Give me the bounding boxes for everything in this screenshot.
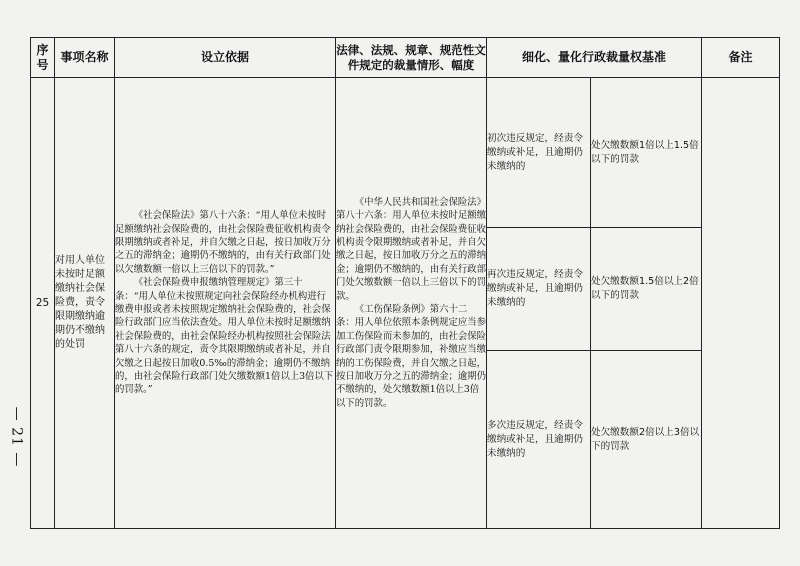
basis-paragraph: 《社会保险法》第八十六条：“用人单位未按时足额缴纳社会保险费的，由社会保险费征收机构责令限期缴纳或者补足，并自欠缴之日起，按日加收万分之五的滞纳金；逾期仍不缴纳的，由有关行政部门处以欠缴数额一倍以上三倍以下的罚款。” — [115, 210, 331, 275]
row-item-name: 对用人单位未按时足额缴纳社会保险费，责令限期缴纳逾期仍不缴纳的处罚 — [55, 78, 115, 529]
row-seq: 25 — [31, 78, 55, 529]
header-seq: 序号 — [31, 38, 55, 78]
tier-penalty: 处欠缴数额1.5倍以上2倍以下的罚款 — [591, 228, 702, 351]
tier-penalty: 处欠缴数额2倍以上3倍以下的罚款 — [591, 351, 702, 529]
header-standard: 细化、量化行政裁量权基准 — [487, 38, 702, 78]
page-number-text: — 21 — — [8, 406, 24, 468]
header-remark: 备注 — [702, 38, 780, 78]
header-basis: 设立依据 — [115, 38, 336, 78]
tier-situation: 多次违反规定，经责令缴纳或补足，且逾期仍未缴纳的 — [487, 351, 591, 529]
header-item-name: 事项名称 — [55, 38, 115, 78]
norm-paragraph: 《工伤保险条例》第六十二条：用人单位依照本条例规定应当参加工伤保险而未参加的，由社会保险行政部门责令限期参加，补缴应当缴纳的工伤保险费，并自欠缴之日起，按日加收万分之五的滞纳金；逾期仍不缴纳的，处欠缴数额1倍以上3倍以下的罚款。 — [336, 304, 487, 409]
tier-penalty: 处欠缴数额1倍以上1.5倍以下的罚款 — [591, 78, 702, 228]
discretion-standard-table — [30, 37, 780, 529]
norm-paragraph: 《中华人民共和国社会保险法》第八十六条：用人单位未按时足额缴纳社会保险费的，由社会保险费征收机构责令限期缴纳或者补足，并自欠缴之日起，按日加收万分之五的滞纳金；逾期仍不缴纳的，由有关行政部门处欠缴数额一倍以上三倍以下的罚款。 — [336, 196, 487, 302]
basis-paragraph: 《社会保险费申报缴纳管理规定》第三十条：“用人单位未按照规定向社会保险经办机构进行缴费申报或者未按照规定缴纳社会保险费的，社会保险行政部门应当依法查处。用人单位未按时足额缴纳社会保险费的，由社会保险经办机构按照社会保险法第八十六条的规定，责令其限期缴纳或者补足，并自欠缴之日起按日加收0.5‰的滞纳金；逾期仍不缴纳的，由社会保险行政部门处欠缴数额1倍以上3倍以下的罚款。” — [115, 277, 334, 396]
row-norm — [336, 78, 487, 529]
header-row — [31, 38, 780, 78]
table-row — [31, 78, 780, 228]
row-basis — [115, 78, 336, 529]
tier-situation: 再次违反规定，经责令缴纳或补足，且逾期仍未缴纳的 — [487, 228, 591, 351]
header-norm: 法律、法规、规章、规范性文件规定的裁量情形、幅度 — [336, 38, 487, 78]
page-number — [4, 392, 28, 482]
row-remark — [702, 78, 780, 529]
tier-situation: 初次违反规定，经责令缴纳或补足，且逾期仍未缴纳的 — [487, 78, 591, 228]
